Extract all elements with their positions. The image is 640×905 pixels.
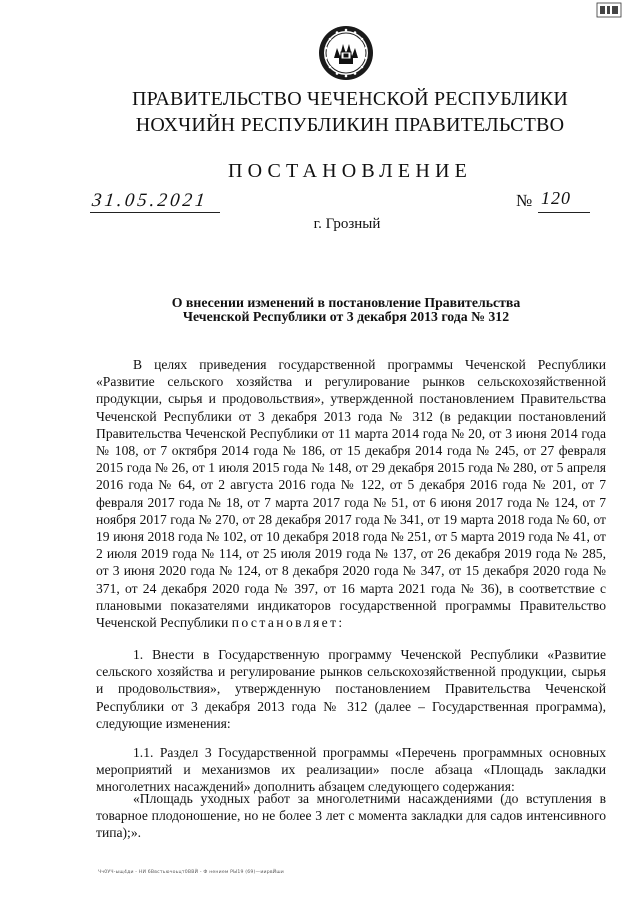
document-type: ПОСТАНОВЛЕНИЕ — [227, 160, 473, 182]
scanner-mark-icon — [596, 2, 622, 18]
resolves-word: постановляет: — [231, 615, 345, 631]
preamble-text: В целях приведения государственной программы Чеченской Республики «Развитие сельского хозяйства и регулирование рынков сельскохозяйственной продукции, сырья и продовольствия», утвержденной постановлением Правительства Чеченской Республики от 3 декабря 2013 года № 312 (в редакции постановлений Правительства Чеченской Республики от 11 марта 2014 года № 20, от 3 июня 2014 года № 108, от 7 октября 2014 года № 186, от 15 декабря 2014 года № 245, от 27 февраля 2015 года № 26, от 1 июля 2015 года № 148, от 29 декабря 2015 года № 280, от 5 апреля 2016 года № 64, от 2 августа 2016 года № 122, от 5 декабря 2016 года № 201, от 7 февраля 2017 года № 18, от 7 марта 2017 года № 51, от 6 июня 2017 года № 124, от 7 ноября 2017 года № 270, от 28 декабря 2017 года № 341, от 19 марта 2018 года № 60, от 19 июня 2018 года № 102, от 10 декабря 2018 года № 251, от 5 марта 2019 года № 41, от 2 июля 2019 года № 114, от 25 июля 2019 года № 137, от 26 декабря 2019 года № 285, от 3 июня 2020 года № 124, от 8 декабря 2020 года № 347, от 15 декабря 2020 года № 371, от 24 декабря 2020 года № 397, от 16 марта 2021 года № 36), в соответствие с плановыми показателями индикаторов государственной программы Правительство Чеченской Республики — [96, 357, 606, 631]
footer-file-path: Чч0УЧ-ыщ4ди - НИ 6Ввстьючоьцт0ВВЙ - Ф нением РЫ19 (69)—иирвЙши — [98, 870, 284, 875]
date-underline — [90, 212, 220, 213]
paragraph-preamble — [96, 356, 606, 631]
document-city: г. Грозный — [313, 216, 381, 232]
government-name: ПРАВИТЕЛЬСТВО ЧЕЧЕНСКОЙ РЕСПУБЛИКИ — [131, 88, 569, 110]
paragraph-quote — [96, 790, 606, 842]
quote-text: «Площадь уходных работ за многолетними насаждениями (до вступления в товарное плодоношение, но не более 3 лет с момента закладки для садов интенсивного типа);». — [96, 791, 606, 841]
item-1-text: 1. Внести в Государственную программу Чеченской Республики «Развитие сельского хозяйства и регулирование рынков сельскохозяйственной продукции, сырья и продовольствия», утвержденную постановлением Правительства Чеченской Республики от 3 декабря 2013 года № 312 (далее – Государственная программа), следующие изменения: — [96, 647, 606, 731]
paragraph-item-1 — [96, 646, 606, 732]
title-line-2: Чеченской Республики от 3 декабря 2013 года № 312 — [182, 309, 510, 324]
document-number: 120 — [541, 188, 571, 208]
document-number-label: № — [516, 191, 533, 210]
item-1-1-text: 1.1. Раздел 3 Государственной программы «Перечень программных основных мероприятий и механизмов их реализации» после абзаца «Площадь закладки многолетних насаждений» дополнить абзацем следующего содержания: — [96, 745, 606, 795]
document-title — [96, 296, 596, 324]
paragraph-item-1-1 — [96, 744, 606, 796]
coat-of-arms-icon — [317, 22, 375, 84]
title-line-1: О внесении изменений в постановление Правительства — [171, 295, 521, 310]
document-date: 31.05.2021 — [90, 190, 209, 211]
number-underline — [538, 212, 590, 213]
government-name-chechen: НОХЧИЙН РЕСПУБЛИКИН ПРАВИТЕЛЬСТВО — [135, 114, 565, 136]
